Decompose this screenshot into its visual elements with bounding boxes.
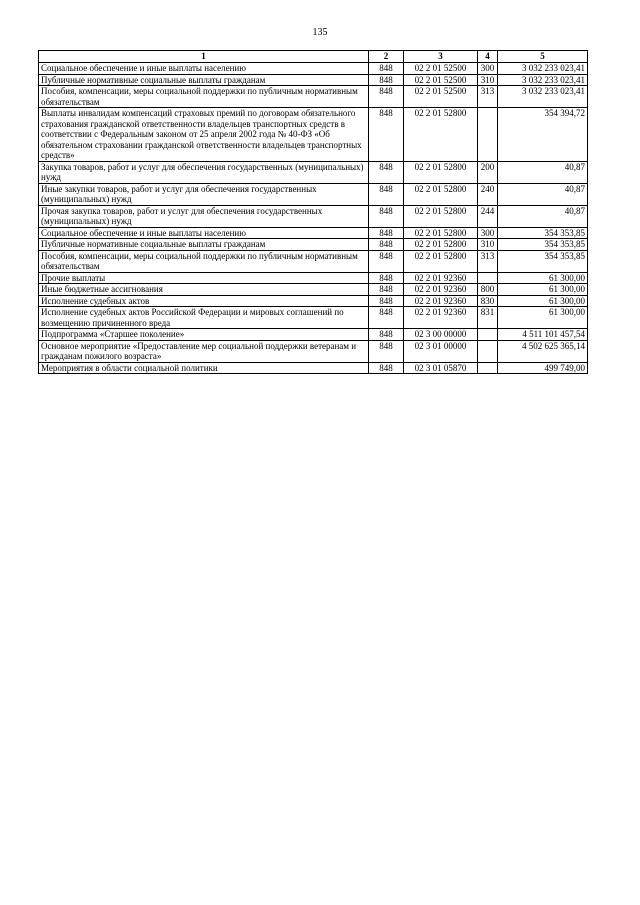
department-code-cell: 848: [369, 161, 404, 183]
department-code-cell: 848: [369, 227, 404, 239]
table-row: [39, 108, 588, 162]
table-header-row: [39, 51, 588, 63]
table-row: [39, 329, 588, 341]
row-name-cell: Подпрограмма «Старшее поколение»: [39, 329, 369, 341]
budget-table: [38, 50, 588, 374]
row-name-cell: Мероприятия в области социальной политики: [39, 362, 369, 374]
amount-cell: 3 032 233 023,41: [498, 63, 588, 75]
budget-classification-cell: 02 2 01 52800: [404, 205, 478, 227]
amount-cell: 354 353,85: [498, 239, 588, 251]
row-name-cell: Исполнение судебных актов Российской Федерации и мировых соглашений по возмещению причиненного вреда: [39, 307, 369, 329]
expense-type-cell: 313: [478, 250, 498, 272]
amount-cell: 40,87: [498, 183, 588, 205]
budget-classification-cell: 02 2 01 92360: [404, 272, 478, 284]
row-name-cell: Исполнение судебных актов: [39, 295, 369, 307]
budget-classification-cell: 02 2 01 52800: [404, 161, 478, 183]
expense-type-cell: [478, 108, 498, 162]
row-name-cell: Иные бюджетные ассигнования: [39, 284, 369, 296]
table-row: [39, 161, 588, 183]
amount-cell: 40,87: [498, 161, 588, 183]
expense-type-cell: 310: [478, 74, 498, 86]
row-name-cell: Пособия, компенсации, меры социальной поддержки по публичным нормативным обязательствам: [39, 86, 369, 108]
row-name-cell: Публичные нормативные социальные выплаты гражданам: [39, 74, 369, 86]
expense-type-cell: [478, 329, 498, 341]
expense-type-cell: 244: [478, 205, 498, 227]
column-header: 5: [498, 51, 588, 63]
expense-type-cell: 300: [478, 63, 498, 75]
department-code-cell: 848: [369, 362, 404, 374]
table-row: [39, 295, 588, 307]
budget-classification-cell: 02 2 01 52500: [404, 63, 478, 75]
table-row: [39, 362, 588, 374]
department-code-cell: 848: [369, 272, 404, 284]
budget-classification-cell: 02 2 01 92360: [404, 284, 478, 296]
table-row: [39, 250, 588, 272]
department-code-cell: 848: [369, 307, 404, 329]
expense-type-cell: 830: [478, 295, 498, 307]
budget-classification-cell: 02 2 01 52800: [404, 227, 478, 239]
table-row: [39, 272, 588, 284]
expense-type-cell: 240: [478, 183, 498, 205]
table-row: [39, 63, 588, 75]
expense-type-cell: [478, 340, 498, 362]
table-row: [39, 307, 588, 329]
amount-cell: 354 353,85: [498, 250, 588, 272]
amount-cell: 61 300,00: [498, 295, 588, 307]
expense-type-cell: 800: [478, 284, 498, 296]
row-name-cell: Иные закупки товаров, работ и услуг для обеспечения государственных (муниципальных) нужд: [39, 183, 369, 205]
budget-classification-cell: 02 2 01 92360: [404, 295, 478, 307]
amount-cell: 4 511 101 457,54: [498, 329, 588, 341]
table-row: [39, 205, 588, 227]
table-row: [39, 74, 588, 86]
department-code-cell: 848: [369, 63, 404, 75]
row-name-cell: Прочие выплаты: [39, 272, 369, 284]
table-row: [39, 340, 588, 362]
department-code-cell: 848: [369, 329, 404, 341]
column-header: 2: [369, 51, 404, 63]
department-code-cell: 848: [369, 183, 404, 205]
table-row: [39, 239, 588, 251]
row-name-cell: Социальное обеспечение и иные выплаты населению: [39, 227, 369, 239]
row-name-cell: Публичные нормативные социальные выплаты гражданам: [39, 239, 369, 251]
department-code-cell: 848: [369, 284, 404, 296]
budget-classification-cell: 02 2 01 52800: [404, 250, 478, 272]
amount-cell: 61 300,00: [498, 272, 588, 284]
expense-type-cell: 310: [478, 239, 498, 251]
amount-cell: 354 394,72: [498, 108, 588, 162]
department-code-cell: 848: [369, 239, 404, 251]
budget-classification-cell: 02 3 01 00000: [404, 340, 478, 362]
amount-cell: 4 502 625 365,14: [498, 340, 588, 362]
department-code-cell: 848: [369, 340, 404, 362]
column-header: 3: [404, 51, 478, 63]
department-code-cell: 848: [369, 86, 404, 108]
amount-cell: 61 300,00: [498, 307, 588, 329]
row-name-cell: Пособия, компенсации, меры социальной поддержки по публичным нормативным обязательствам: [39, 250, 369, 272]
column-header: 1: [39, 51, 369, 63]
table-row: [39, 284, 588, 296]
department-code-cell: 848: [369, 74, 404, 86]
budget-classification-cell: 02 3 01 05870: [404, 362, 478, 374]
page-number: 135: [312, 27, 328, 38]
budget-classification-cell: 02 2 01 52500: [404, 74, 478, 86]
column-header: 4: [478, 51, 498, 63]
amount-cell: 3 032 233 023,41: [498, 74, 588, 86]
budget-classification-cell: 02 2 01 52800: [404, 239, 478, 251]
amount-cell: 3 032 233 023,41: [498, 86, 588, 108]
expense-type-cell: 313: [478, 86, 498, 108]
budget-classification-cell: 02 2 01 92360: [404, 307, 478, 329]
budget-classification-cell: 02 2 01 52500: [404, 86, 478, 108]
amount-cell: 40,87: [498, 205, 588, 227]
row-name-cell: Закупка товаров, работ и услуг для обеспечения государственных (муниципальных) нужд: [39, 161, 369, 183]
expense-type-cell: [478, 362, 498, 374]
row-name-cell: Социальное обеспечение и иные выплаты населению: [39, 63, 369, 75]
expense-type-cell: 300: [478, 227, 498, 239]
amount-cell: 61 300,00: [498, 284, 588, 296]
amount-cell: 354 353,85: [498, 227, 588, 239]
budget-classification-cell: 02 2 01 52800: [404, 108, 478, 162]
table-row: [39, 183, 588, 205]
department-code-cell: 848: [369, 205, 404, 227]
expense-type-cell: [478, 272, 498, 284]
budget-classification-cell: 02 2 01 52800: [404, 183, 478, 205]
table-body: [39, 63, 588, 374]
department-code-cell: 848: [369, 108, 404, 162]
row-name-cell: Выплаты инвалидам компенсаций страховых премий по договорам обязательного страхования гражданской ответственности владельцев транспортных средств в соответствии с Федеральным законом от 25 апреля 2002 года № 40-ФЗ «Об обязательном страховании гражданской ответственности владельцев транспортных средств»: [39, 108, 369, 162]
department-code-cell: 848: [369, 295, 404, 307]
expense-type-cell: 831: [478, 307, 498, 329]
expense-type-cell: 200: [478, 161, 498, 183]
budget-classification-cell: 02 3 00 00000: [404, 329, 478, 341]
table-row: [39, 227, 588, 239]
row-name-cell: Прочая закупка товаров, работ и услуг для обеспечения государственных (муниципальных) нужд: [39, 205, 369, 227]
table-row: [39, 86, 588, 108]
row-name-cell: Основное мероприятие «Предоставление мер социальной поддержки ветеранам и гражданам пожилого возраста»: [39, 340, 369, 362]
amount-cell: 499 749,00: [498, 362, 588, 374]
department-code-cell: 848: [369, 250, 404, 272]
